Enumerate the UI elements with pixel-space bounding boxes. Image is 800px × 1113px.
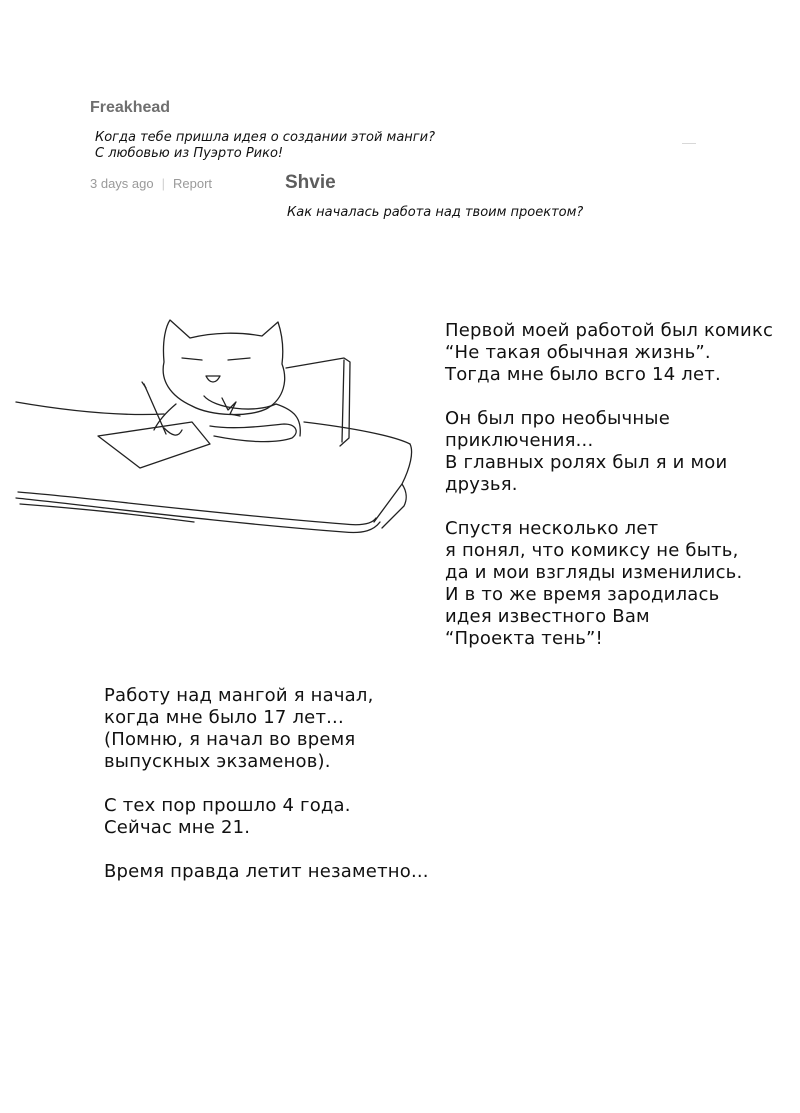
story-line: “Не такая обычная жизнь”. [445, 342, 711, 363]
divider-dash [682, 143, 696, 144]
story-line: В главных ролях был я и мои [445, 452, 728, 473]
comment1-meta [90, 176, 212, 191]
story-line: И в то же время зародилась [445, 584, 720, 605]
story-line: “Проекта тень”! [445, 628, 603, 649]
story-line: да и мои взгляды изменились. [445, 562, 743, 583]
meta-separator: | [161, 176, 165, 191]
story-line-gap [445, 386, 773, 408]
story-line: я понял, что комиксу не быть, [445, 540, 739, 561]
story-line: Он был про необычные [445, 408, 670, 429]
story-text-block-1 [445, 320, 773, 650]
comment1-text-line-1: Когда тебе пришла идея о создании этой манги? [95, 130, 435, 145]
story-line: (Помню, я начал во время [104, 729, 356, 750]
story-line: когда мне было 17 лет... [104, 707, 344, 728]
comment1-username[interactable]: Freakhead [90, 99, 171, 116]
story-line-gap [445, 496, 773, 518]
comment1-text-line-2: С любовью из Пуэрто Рико! [95, 146, 284, 161]
story-line: Спустя несколько лет [445, 518, 659, 539]
story-text-block-2 [104, 685, 429, 883]
story-line: Время правда летит незаметно... [104, 861, 429, 882]
story-line: Тогда мне было всго 14 лет. [445, 364, 721, 385]
comment1-timestamp: 3 days ago [90, 176, 154, 191]
comment2-text: Как началась работа над твоим проектом? [287, 205, 584, 220]
cat-drawing-at-desk-icon [14, 318, 418, 538]
story-line: С тех пор прошло 4 года. [104, 795, 351, 816]
story-line: Первой моей работой был комикс [445, 320, 774, 341]
story-line: выпускных экзаменов). [104, 751, 331, 772]
comment2-username[interactable]: Shvie [285, 172, 336, 193]
story-line: Сейчас мне 21. [104, 817, 251, 838]
story-line: друзья. [445, 474, 518, 495]
story-line: идея известного Вам [445, 606, 650, 627]
story-line: Работу над мангой я начал, [104, 685, 374, 706]
story-line-gap [104, 773, 429, 795]
report-link[interactable]: Report [173, 176, 213, 191]
story-line: приключения... [445, 430, 594, 451]
story-line-gap [104, 839, 429, 861]
